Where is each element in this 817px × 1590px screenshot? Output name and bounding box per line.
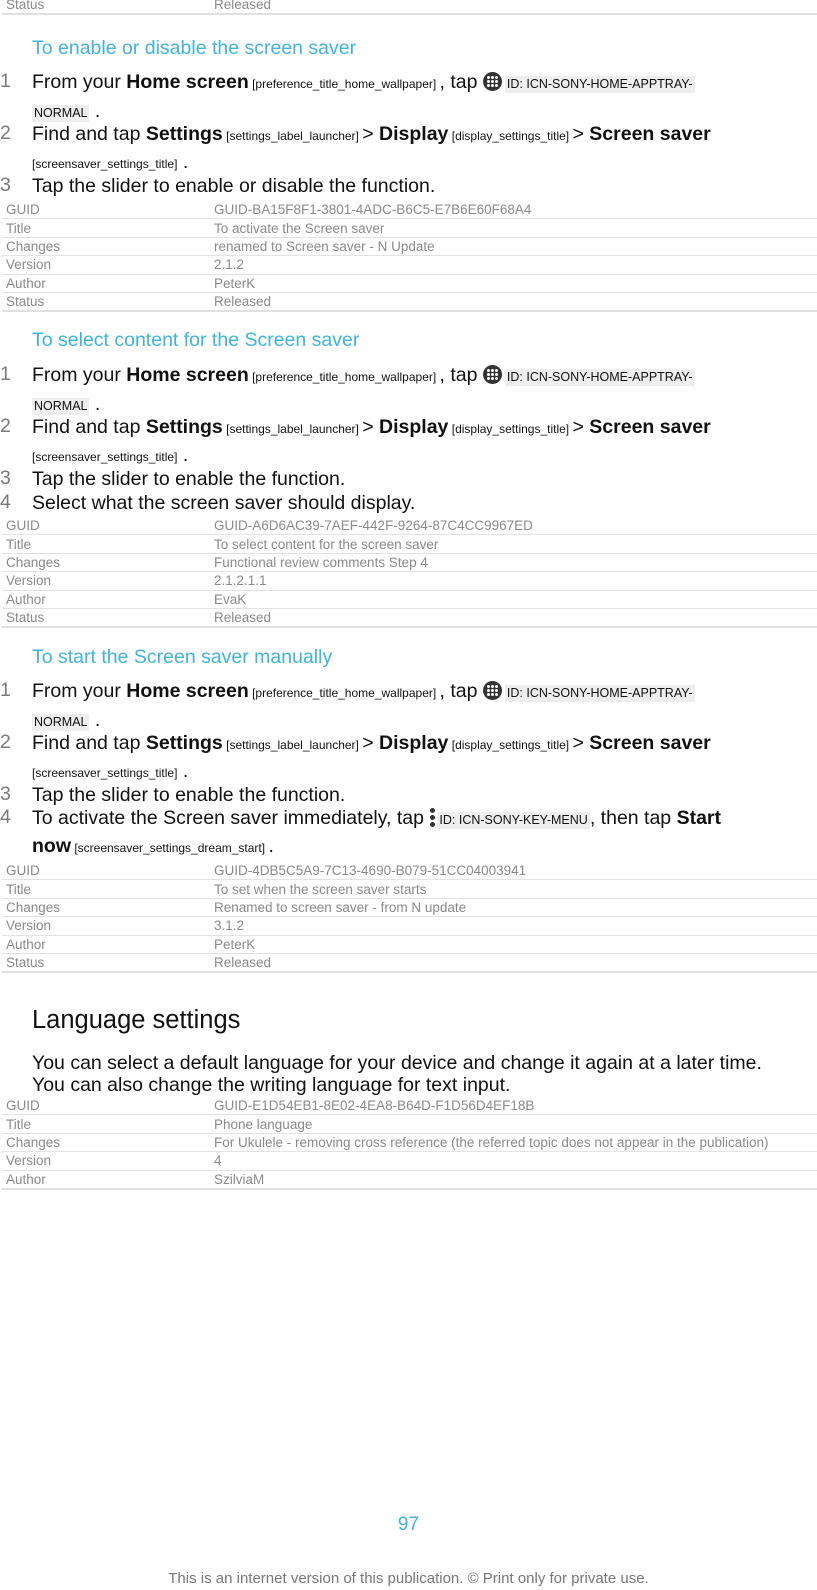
step-text: > — [362, 416, 380, 438]
meta-row — [2, 219, 817, 237]
string-id: [display_settings_title] — [448, 129, 573, 143]
meta-value: Released — [210, 608, 817, 627]
meta-row — [2, 917, 817, 935]
paragraph-line: You can select a default language for your device and change it again at a later time. — [32, 1052, 762, 1074]
meta-value: 3.1.2 — [210, 917, 817, 935]
string-id: [settings_label_launcher] — [222, 738, 363, 752]
meta-value: EvaK — [210, 590, 817, 608]
step-line: Tap the slider to enable the function. — [32, 468, 346, 490]
meta-value: PeterK — [210, 935, 817, 953]
meta-value: 4 — [210, 1152, 817, 1170]
ui-term: Start — [676, 807, 722, 829]
meta-key: Author — [2, 590, 210, 608]
step-number: 3 — [0, 783, 11, 805]
meta-row — [2, 1170, 817, 1189]
meta-row — [2, 898, 817, 916]
step-line — [32, 732, 711, 755]
step-text: Find and tap — [32, 416, 146, 438]
meta-row — [2, 880, 817, 898]
icon-id-label: NORMAL — [34, 715, 88, 729]
ui-term: Screen saver — [589, 732, 711, 754]
meta-row — [2, 590, 817, 608]
string-id: [settings_label_launcher] — [222, 422, 363, 436]
step-text: . — [89, 100, 101, 122]
step-text: > — [572, 123, 590, 145]
step-number: 3 — [0, 174, 11, 196]
meta-value: GUID-A6D6AC39-7AEF-442F-9264-87C4CC9967ED — [210, 517, 817, 535]
meta-value: Renamed to screen saver - from N update — [210, 898, 817, 916]
meta-key: Title — [2, 880, 210, 898]
meta-table — [2, 517, 817, 628]
meta-row — [2, 1133, 817, 1151]
step-line: Select what the screen saver should display. — [32, 492, 416, 514]
ui-term: Settings — [145, 416, 223, 438]
step-text: , tap — [439, 71, 483, 93]
step-text: > — [362, 123, 380, 145]
meta-row — [2, 535, 817, 553]
ui-term: Display — [379, 123, 449, 145]
step-number: 4 — [0, 806, 11, 828]
step-number: 3 — [0, 467, 11, 489]
step-text: From your — [32, 71, 127, 93]
step-line-cont — [32, 393, 100, 416]
step-line — [32, 416, 711, 439]
meta-row — [2, 1115, 817, 1133]
step-text: > — [362, 732, 380, 754]
meta-value: Released — [210, 953, 817, 972]
step-text: Find and tap — [32, 123, 146, 145]
meta-key: GUID — [2, 201, 210, 219]
meta-key: Author — [2, 274, 210, 292]
page-number: 97 — [397, 1514, 420, 1535]
step-text: > — [572, 732, 590, 754]
string-id: [display_settings_title] — [448, 738, 573, 752]
meta-key: Changes — [2, 1133, 210, 1151]
ui-term: Display — [379, 732, 449, 754]
meta-row — [2, 237, 817, 255]
meta-value: Released — [210, 0, 817, 14]
apps-grid-icon — [483, 681, 502, 700]
ui-term: Home screen — [126, 364, 249, 386]
step-number: 2 — [0, 731, 11, 753]
step-text: , tap — [439, 364, 483, 386]
meta-key: Title — [2, 219, 210, 237]
icon-id-label: ID: ICN-SONY-HOME-APPTRAY- — [506, 370, 693, 384]
meta-row — [2, 608, 817, 627]
meta-key: Version — [2, 572, 210, 590]
step-line — [32, 364, 695, 387]
string-id: [screensaver_settings_title] — [32, 766, 178, 780]
step-line — [32, 123, 711, 146]
ui-term: Screen saver — [589, 123, 711, 145]
meta-key: Author — [2, 935, 210, 953]
string-id: [screensaver_settings_dream_start] — [71, 841, 269, 855]
step-text: . — [89, 709, 101, 731]
apps-grid-icon — [483, 365, 502, 384]
icon-id-label: ID: ICN-SONY-HOME-APPTRAY- — [506, 77, 693, 91]
step-text: To activate the Screen saver immediately, tap — [32, 807, 430, 829]
meta-row — [2, 862, 817, 880]
meta-row — [2, 274, 817, 292]
meta-key: Title — [2, 535, 210, 553]
step-number: 1 — [0, 679, 11, 701]
meta-key: GUID — [2, 1097, 210, 1115]
meta-row — [2, 292, 817, 311]
string-id: [preference_title_home_wallpaper] — [248, 370, 440, 384]
meta-key: Version — [2, 1152, 210, 1170]
section-heading: Language settings — [32, 1006, 241, 1034]
meta-value: SzilviaM — [210, 1170, 817, 1189]
step-text: . — [89, 393, 101, 415]
meta-key: Changes — [2, 898, 210, 916]
meta-value: Functional review comments Step 4 — [210, 553, 817, 571]
step-line-cont — [32, 835, 274, 858]
meta-key: Changes — [2, 237, 210, 255]
meta-value: For Ukulele - removing cross reference (the referred topic does not appear in the publication) — [210, 1133, 817, 1151]
meta-key: Status — [2, 608, 210, 627]
string-id: [settings_label_launcher] — [222, 129, 363, 143]
string-id: [screensaver_settings_title] — [32, 450, 178, 464]
step-line-cont — [32, 760, 188, 783]
meta-key: Status — [2, 0, 210, 14]
section-title: To start the Screen saver manually — [32, 646, 333, 668]
step-number: 1 — [0, 363, 11, 385]
meta-value: To activate the Screen saver — [210, 219, 817, 237]
step-text: > — [572, 416, 590, 438]
meta-value: To select content for the screen saver — [210, 535, 817, 553]
meta-row — [2, 553, 817, 571]
meta-row — [2, 0, 817, 14]
ui-term: Home screen — [126, 71, 249, 93]
ui-term: Home screen — [126, 680, 249, 702]
string-id: [preference_title_home_wallpaper] — [248, 77, 440, 91]
step-text: Find and tap — [32, 732, 146, 754]
step-number: 2 — [0, 415, 11, 437]
step-line: Tap the slider to enable or disable the function. — [32, 175, 436, 197]
meta-row — [2, 1152, 817, 1170]
ui-term: Screen saver — [589, 416, 711, 438]
meta-key: Version — [2, 917, 210, 935]
ui-term: Settings — [145, 732, 223, 754]
step-number: 2 — [0, 122, 11, 144]
icon-id-label: ID: ICN-SONY-HOME-APPTRAY- — [506, 686, 693, 700]
step-line — [32, 680, 695, 703]
meta-key: Changes — [2, 553, 210, 571]
meta-value: PeterK — [210, 274, 817, 292]
meta-row — [2, 256, 817, 274]
icon-id-label: NORMAL — [34, 399, 88, 413]
ui-term: Display — [379, 416, 449, 438]
step-text: . — [177, 444, 189, 466]
icon-id-label: NORMAL — [34, 106, 88, 120]
string-id: [display_settings_title] — [448, 422, 573, 436]
meta-key: Status — [2, 953, 210, 972]
step-line-cont — [32, 709, 100, 732]
section-title: To select content for the Screen saver — [32, 329, 360, 351]
step-text: From your — [32, 680, 127, 702]
meta-key: Status — [2, 292, 210, 311]
ui-term: Settings — [145, 123, 223, 145]
string-id: [screensaver_settings_title] — [32, 157, 178, 171]
meta-table — [2, 201, 817, 312]
meta-key: Version — [2, 256, 210, 274]
step-text: From your — [32, 364, 127, 386]
meta-value: Released — [210, 292, 817, 311]
step-line-cont — [32, 444, 188, 467]
meta-row — [2, 572, 817, 590]
step-text: , tap — [439, 680, 483, 702]
meta-value: GUID-E1D54EB1-8E02-4EA8-B64D-F1D56D4EF18B — [210, 1097, 817, 1115]
step-line: Tap the slider to enable the function. — [32, 784, 346, 806]
step-number: 4 — [0, 491, 11, 513]
ui-term: now — [32, 835, 71, 857]
step-text: . — [177, 151, 189, 173]
overflow-menu-icon — [429, 807, 435, 829]
step-line — [32, 71, 695, 94]
meta-table — [2, 862, 817, 973]
meta-key: Title — [2, 1115, 210, 1133]
meta-row — [2, 1097, 817, 1115]
meta-row — [2, 201, 817, 219]
step-line-cont — [32, 100, 100, 123]
meta-value: 2.1.2.1.1 — [210, 572, 817, 590]
meta-value: 2.1.2 — [210, 256, 817, 274]
step-line-cont — [32, 151, 188, 174]
apps-grid-icon — [483, 72, 502, 91]
meta-value: Phone language — [210, 1115, 817, 1133]
step-text: . — [268, 835, 274, 857]
top-meta-table — [2, 0, 817, 15]
step-line — [32, 807, 721, 830]
step-text: . — [177, 760, 189, 782]
step-number: 1 — [0, 70, 11, 92]
meta-key: GUID — [2, 517, 210, 535]
meta-value: GUID-BA15F8F1-3801-4ADC-B6C5-E7B6E60F68A4 — [210, 201, 817, 219]
footer-notice: This is an internet version of this publication. © Print only for private use. — [168, 1570, 649, 1587]
string-id: [preference_title_home_wallpaper] — [248, 686, 440, 700]
meta-value: renamed to Screen saver - N Update — [210, 237, 817, 255]
section-title: To enable or disable the screen saver — [32, 37, 357, 59]
meta-table — [2, 1097, 817, 1190]
icon-id-label: ID: ICN-SONY-KEY-MENU — [439, 813, 588, 827]
paragraph-line: You can also change the writing language for text input. — [32, 1074, 511, 1096]
meta-row — [2, 517, 817, 535]
meta-row — [2, 935, 817, 953]
meta-value: GUID-4DB5C5A9-7C13-4690-B079-51CC04003941 — [210, 862, 817, 880]
meta-key: GUID — [2, 862, 210, 880]
meta-value: To set when the screen saver starts — [210, 880, 817, 898]
step-text: , then tap — [589, 807, 677, 829]
meta-row — [2, 953, 817, 972]
meta-key: Author — [2, 1170, 210, 1189]
